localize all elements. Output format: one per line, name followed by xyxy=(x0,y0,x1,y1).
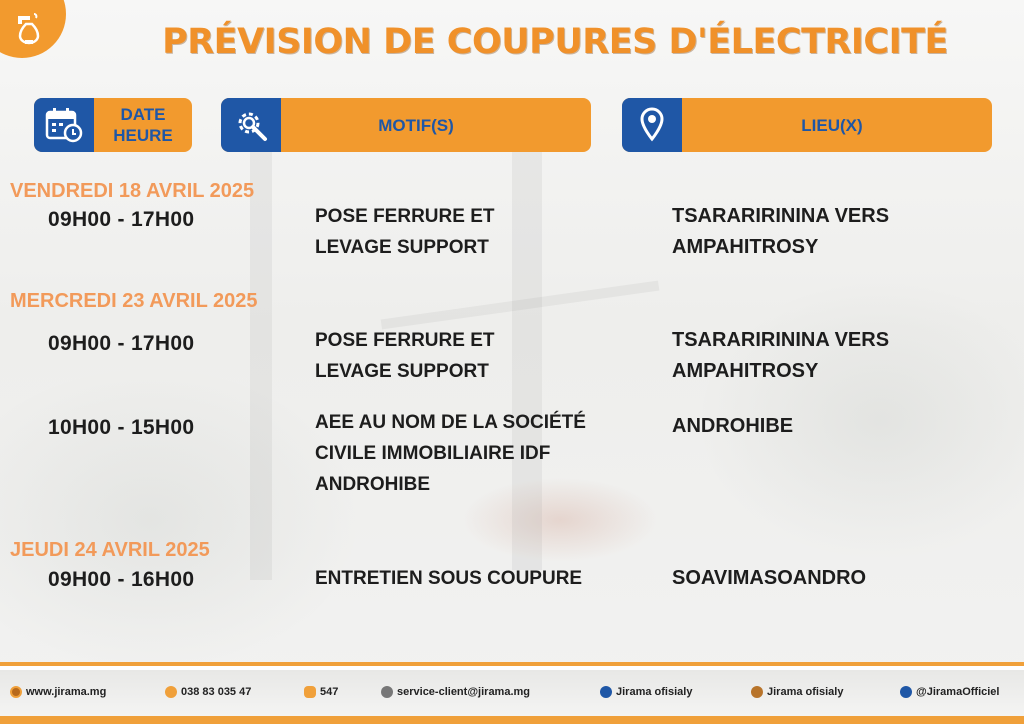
motif: AEE AU NOM DE LA SOCIÉTÉ CIVILE IMMOBILIAIRE IDF ANDROHIBE xyxy=(315,412,586,495)
header-motif xyxy=(221,98,591,152)
header-motif-label: MOTIF(S) xyxy=(378,115,454,135)
footer-shortcode[interactable]: 547 xyxy=(304,686,338,698)
instagram-icon xyxy=(751,686,763,698)
twitter-icon xyxy=(900,686,912,698)
header-lieu-label: LIEU(X) xyxy=(801,115,863,135)
lieu: SOAVIMASOANDRO xyxy=(672,567,867,589)
support-icon xyxy=(381,686,393,698)
lieu: TSARARIRININA VERS AMPAHITROSY xyxy=(672,205,890,258)
phone-icon xyxy=(165,686,177,698)
time-range: 10H00 - 15H00 xyxy=(48,416,195,439)
footer-website[interactable]: www.jirama.mg xyxy=(10,686,106,698)
footer-instagram[interactable]: Jirama ofisialy xyxy=(751,686,843,698)
footer-twitter[interactable]: @JiramaOfficiel xyxy=(900,686,999,698)
lieu: TSARARIRININA VERS AMPAHITROSY xyxy=(672,329,890,382)
footer-facebook[interactable]: Jirama ofisialy xyxy=(600,686,692,698)
motif: POSE FERRURE ET LEVAGE SUPPORT xyxy=(315,206,495,258)
footer-phone[interactable]: 038 83 035 47 xyxy=(165,686,251,698)
motif: POSE FERRURE ET LEVAGE SUPPORT xyxy=(315,330,495,382)
day-label: MERCREDI 23 AVRIL 2025 xyxy=(10,290,258,312)
location-pin-icon xyxy=(622,98,682,152)
time-range: 09H00 - 16H00 xyxy=(48,568,195,591)
time-range: 09H00 - 17H00 xyxy=(48,208,195,231)
gear-wrench-icon xyxy=(221,98,281,152)
time-range: 09H00 - 17H00 xyxy=(48,332,195,355)
day-label: VENDREDI 18 AVRIL 2025 xyxy=(10,180,255,202)
page-title: PRÉVISION DE COUPURES D'ÉLECTRICITÉ xyxy=(162,22,948,62)
day-label: JEUDI 24 AVRIL 2025 xyxy=(10,539,210,561)
person-icon xyxy=(304,686,316,698)
header-date xyxy=(34,98,192,152)
lieu: ANDROHIBE xyxy=(672,415,794,437)
motif: ENTRETIEN SOUS COUPURE xyxy=(315,568,583,589)
calendar-clock-icon xyxy=(34,98,94,152)
header-lieu xyxy=(622,98,992,152)
footer-email[interactable]: service-client@jirama.mg xyxy=(381,686,530,698)
globe-icon xyxy=(10,686,22,698)
facebook-icon xyxy=(600,686,612,698)
header-date-label: DATE HEURE xyxy=(113,105,173,145)
